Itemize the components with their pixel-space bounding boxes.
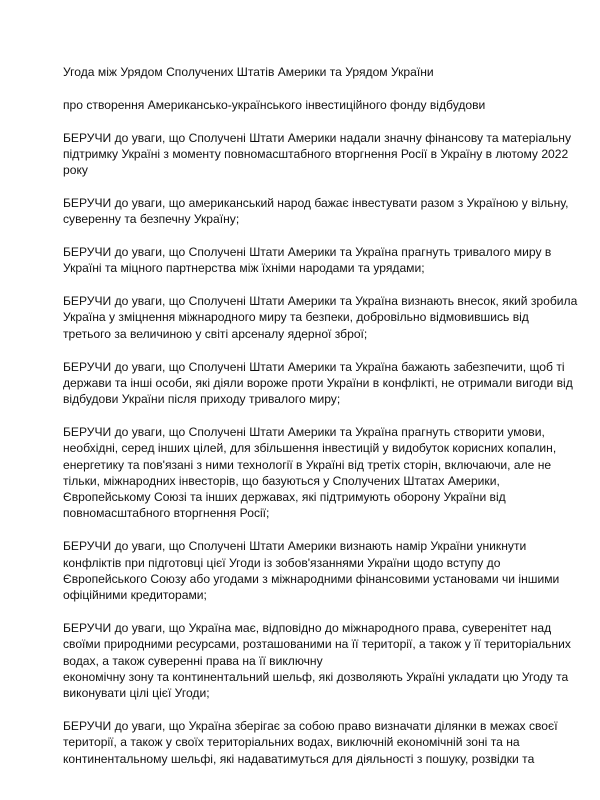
paragraph-line: БЕРУЧИ до уваги, що Україна зберігає за собою право визначати ділянки в межах своєї [63,718,558,733]
paragraph-line: континентальному шельфі, які надаватимуться для діяльності з пошуку, розвідки та [63,751,535,766]
paragraph-line: БЕРУЧИ до уваги, що Сполучені Штати Америки та Україна визнають внесок, який зробила [63,294,578,309]
paragraph-line: Європейського Союзу або угодами з міжнародними фінансовими установами чи іншими [63,571,560,586]
paragraph-line: БЕРУЧИ до уваги, що Сполучені Штати Америки надали значну фінансову та матеріальну [63,130,572,145]
recital-paragraph [63,620,571,701]
paragraph-line: третього за величиною у світі арсеналу ядерної зброї; [63,326,368,341]
recital-paragraph [63,718,558,767]
paragraph-line: необхідні, серед інших цілей, для збільшення інвестицій у видобуток корисних копалин, [63,441,557,456]
paragraph-line: БЕРУЧИ до уваги, що Сполучені Штати Америки та Україна прагнуть тривалого миру в [63,245,552,260]
recital-paragraph [63,130,572,179]
paragraph-line: території, а також у своїх територіальних водах, виключній економічній зоні та на [63,735,520,750]
paragraph-line: БЕРУЧИ до уваги, що Україна має, відповідно до міжнародного права, суверенітет над [63,620,552,635]
recital-paragraph [63,538,560,603]
paragraph-line: конфліктів при підготовці цієї Угоди із зобов'язаннями України щодо вступу до [63,555,501,570]
recital-paragraph [63,244,552,277]
paragraph-line: тільки, міжнародних інвесторів, що базуються у Сполучених Штатах Америки, [63,473,500,488]
title-line: Угода між Урядом Сполучених Штатів Америки та Урядом України [63,65,434,79]
recitals [63,130,578,767]
paragraph-line: відбудови України після приходу тривалого миру; [63,392,341,407]
document-title [63,64,543,80]
paragraph-line: водах, а також суверенні права на її виключну [63,653,323,668]
recital-paragraph [63,195,569,228]
paragraph-line: підтримку Україні з моменту повномасштабного вторгнення Росії в Україну в лютому 2022 [63,146,569,161]
subtitle-line: про створення Американсько-українського інвестиційного фонду відбудови [63,97,486,112]
paragraph-line: виконувати цілі цієї Угоди; [63,686,210,701]
paragraph-line: суверенну та безпечну Україну; [63,212,240,227]
recital-paragraph [63,359,573,408]
paragraph-line: офіційними кредиторами; [63,588,207,603]
paragraph-line: Україні та міцного партнерства між їхніми народами та урядами; [63,261,425,276]
paragraph-line: економічну зону та континентальний шельф, які дозволяють Україні укладати цю Угоду та [63,669,569,684]
paragraph-line: держави та інші особи, які діяли вороже проти України в конфлікті, не отримали вигоди від [63,375,573,390]
paragraph-line: своїми природними ресурсами, розташованими на її території, а також у її територіальних [63,637,571,652]
agreement-text [63,64,578,783]
paragraph-line: Україна у зміцнення міжнародного миру та безпеки, добровільно відмовившись від [63,310,529,325]
recital-paragraph [63,293,578,342]
paragraph-line: БЕРУЧИ до уваги, що Сполучені Штати Америки та Україна прагнуть створити умови, [63,424,545,439]
paragraph-line: року [63,163,88,178]
paragraph-line: енергетику та пов'язані з ними технології в Україні від третіх сторін, включаючи, але не [63,457,552,472]
recital-paragraph [63,424,557,522]
paragraph-line: повномасштабного вторгнення Росії; [63,506,270,521]
paragraph-line: Європейському Союзі та інших державах, які підтримують оборону України від [63,490,506,505]
paragraph-line: БЕРУЧИ до уваги, що Сполучені Штати Америки визнають намір України уникнути [63,539,527,554]
paragraph-line: БЕРУЧИ до уваги, що американський народ бажає інвестувати разом з Україною у вільну, [63,195,569,210]
paragraph-line: БЕРУЧИ до уваги, що Сполучені Штати Америки та Україна бажають забезпечити, щоб ті [63,359,565,374]
document-subtitle [63,97,543,113]
